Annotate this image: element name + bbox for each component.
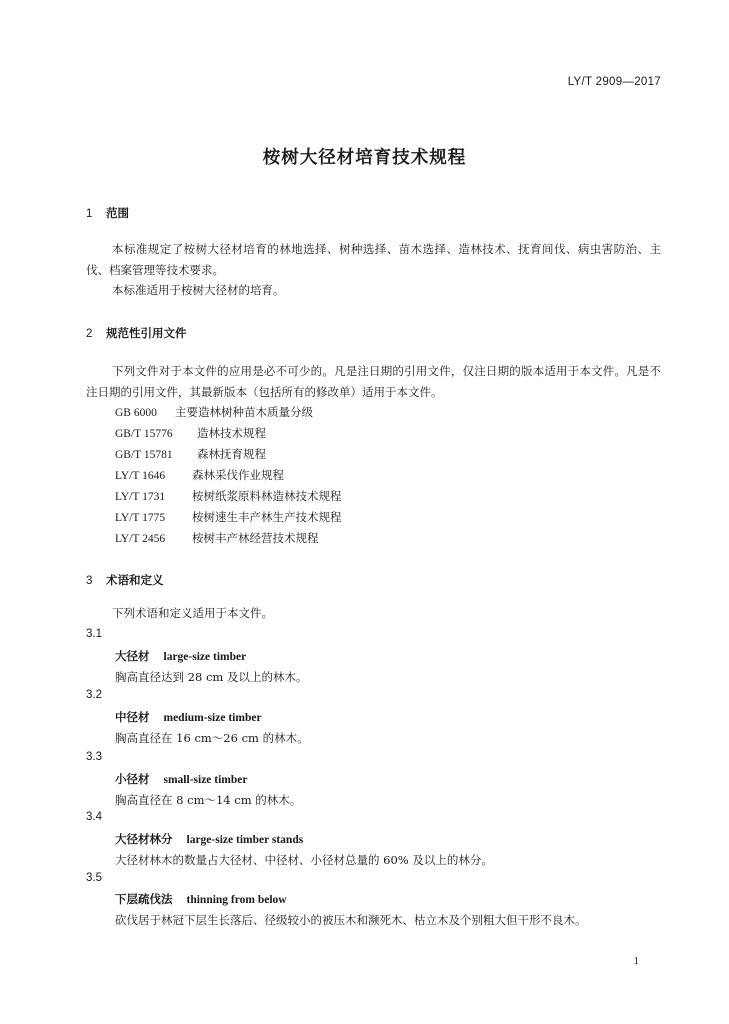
reference-item — [115, 509, 342, 525]
section-1-heading — [86, 205, 129, 221]
term-entry — [115, 709, 262, 725]
term-english: medium-size timber — [163, 712, 262, 724]
reference-item — [115, 425, 266, 441]
term-entry — [115, 771, 248, 787]
reference-title: 森林采伐作业规程 — [192, 468, 284, 482]
term-number: 3.4 — [86, 811, 102, 823]
term-english: large-size timber — [163, 651, 247, 663]
term-chinese: 大径材林分 — [115, 832, 173, 846]
term-number: 3.1 — [86, 628, 102, 640]
section-title: 规范性引用文件 — [106, 326, 187, 340]
reference-item — [115, 446, 266, 462]
reference-item — [115, 488, 342, 504]
section-3-intro: 下列术语和定义适用于本文件。 — [112, 606, 273, 620]
term-entry — [115, 831, 303, 847]
section-2-heading — [86, 325, 187, 341]
term-chinese: 中径材 — [115, 710, 150, 724]
reference-item — [115, 467, 284, 483]
reference-code: GB/T 15781 — [115, 449, 173, 461]
reference-title: 主要造林树种苗木质量分级 — [175, 405, 313, 419]
section-1-paragraph-applicability: 本标准适用于桉树大径材的培育。 — [112, 283, 285, 297]
term-english: thinning from below — [186, 894, 287, 906]
reference-title: 桉树纸浆原料林造林技术规程 — [192, 489, 342, 503]
term-definition: 胸高直径达到 28 cm 及以上的林木。 — [115, 670, 308, 684]
section-3-heading — [86, 572, 164, 588]
section-1-paragraph-scope: 本标准规定了桉树大径材培育的林地选择、树种选择、苗木选择、造林技术、抚育间伐、病虫害防治、主伐、档案管理等技术要求。 — [86, 242, 661, 277]
term-definition: 胸高直径在 16 cm～26 cm 的林木。 — [115, 731, 309, 745]
term-entry — [115, 891, 287, 907]
term-number: 3.5 — [86, 872, 102, 884]
reference-code: LY/T 1775 — [115, 512, 166, 524]
reference-code: GB 6000 — [115, 407, 157, 419]
reference-code: LY/T 1731 — [115, 491, 166, 503]
section-number: 3 — [86, 575, 93, 587]
reference-title: 桉树丰产林经营技术规程 — [192, 531, 319, 545]
section-2-paragraph: 下列文件对于本文件的应用是必不可少的。凡是注日期的引用文件，仅注日期的版本适用于本文件。凡是不注日期的引用文件，其最新版本（包括所有的修改单）适用于本文件。 — [86, 364, 661, 399]
document-title: 桉树大径材培育技术规程 — [262, 148, 467, 168]
term-definition: 砍伐居于林冠下层生长落后、径级较小的被压木和濒死木、枯立木及个别粗大但干形不良木。 — [115, 913, 587, 927]
term-chinese: 小径材 — [115, 772, 150, 786]
section-title: 范围 — [106, 206, 129, 220]
term-english: small-size timber — [163, 774, 248, 786]
term-chinese: 下层疏伐法 — [115, 892, 173, 906]
term-english: large-size timber stands — [186, 834, 304, 846]
page-number: 1 — [633, 955, 639, 967]
term-definition: 胸高直径在 8 cm～14 cm 的林木。 — [115, 793, 302, 807]
section-number: 1 — [86, 208, 93, 220]
reference-code: LY/T 2456 — [115, 533, 166, 545]
term-number: 3.2 — [86, 689, 102, 701]
standard-code: LY/T 2909—2017 — [567, 76, 661, 88]
section-number: 2 — [86, 328, 93, 340]
reference-item — [115, 530, 319, 546]
term-entry — [115, 648, 246, 664]
reference-code: GB/T 15776 — [115, 428, 173, 440]
reference-code: LY/T 1646 — [115, 470, 166, 482]
reference-title: 森林抚育规程 — [197, 447, 266, 461]
reference-title: 桉树速生丰产林生产技术规程 — [192, 510, 342, 524]
reference-item — [115, 404, 313, 420]
term-chinese: 大径材 — [115, 649, 150, 663]
term-definition: 大径材林木的数量占大径材、中径材、小径材总量的 60% 及以上的林分。 — [115, 853, 493, 867]
term-number: 3.3 — [86, 751, 102, 763]
section-title: 术语和定义 — [106, 573, 164, 587]
reference-title: 造林技术规程 — [197, 426, 266, 440]
